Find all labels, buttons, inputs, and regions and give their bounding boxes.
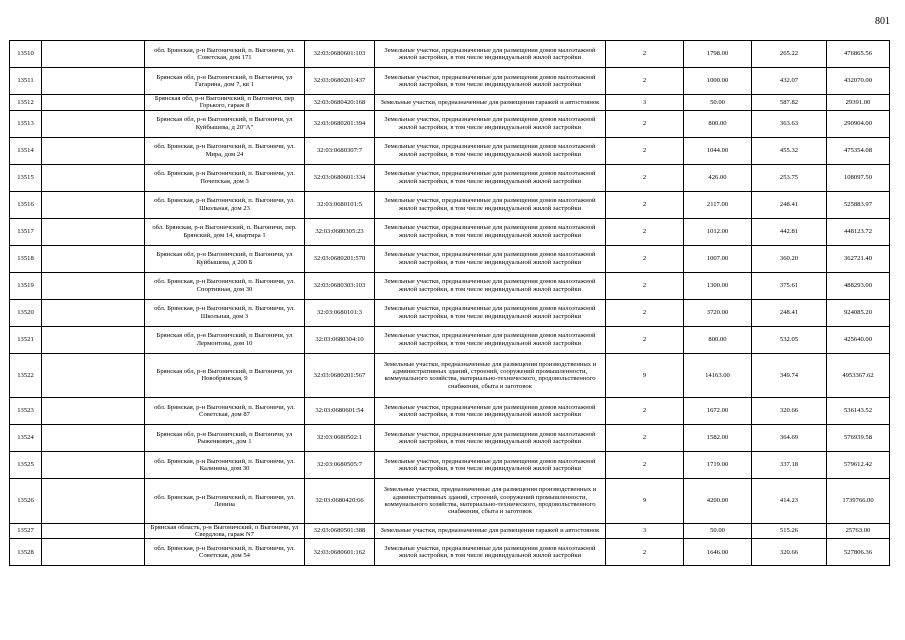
unit-value-cell: 442.81 bbox=[752, 218, 827, 245]
cadastral-value-cell: 432070.00 bbox=[827, 68, 890, 95]
use-group-cell: 2 bbox=[606, 137, 684, 164]
area-cell: 1798.00 bbox=[684, 41, 752, 68]
area-cell: 4200.00 bbox=[684, 479, 752, 524]
cadastral-number-cell: 32:03:0680501:388 bbox=[305, 523, 375, 539]
address-cell: обл. Брянская, р-н Выгоничский, п. Выгоничи, ул. Мира, дом 24 bbox=[145, 137, 305, 164]
land-use-cell: Земельные участки, предназначенные для размещения домов малоэтажной жилой застройки, в том числе индивидуальной жилой застройки bbox=[375, 137, 606, 164]
unit-value-cell: 515.26 bbox=[752, 523, 827, 539]
row-number: 13520 bbox=[10, 299, 42, 326]
cadastral-number-cell: 32:03:0680201:570 bbox=[305, 245, 375, 272]
table-row bbox=[10, 326, 890, 353]
cadastral-value-cell: 579612.42 bbox=[827, 452, 890, 479]
use-group-cell: 2 bbox=[606, 41, 684, 68]
blank-cell bbox=[42, 398, 145, 425]
cadastral-value-cell: 476865.56 bbox=[827, 41, 890, 68]
cadastral-value-cell: 448123.72 bbox=[827, 218, 890, 245]
area-cell: 1012.00 bbox=[684, 218, 752, 245]
unit-value-cell: 375.61 bbox=[752, 272, 827, 299]
row-number: 13525 bbox=[10, 452, 42, 479]
address-cell: обл. Брянская, р-н Выгоничский, п. Выгоничи, ул. Советская, дом 171 bbox=[145, 41, 305, 68]
use-group-cell: 2 bbox=[606, 326, 684, 353]
cadastral-number-cell: 32:03:0680304:10 bbox=[305, 326, 375, 353]
unit-value-cell: 248.41 bbox=[752, 191, 827, 218]
cadastral-number-cell: 32:03:0680502:1 bbox=[305, 425, 375, 452]
unit-value-cell: 320.66 bbox=[752, 539, 827, 566]
land-use-cell: Земельные участки, предназначенные для размещения домов малоэтажной жилой застройки, в том числе индивидуальной жилой застройки bbox=[375, 41, 606, 68]
blank-cell bbox=[42, 68, 145, 95]
row-number: 13513 bbox=[10, 110, 42, 137]
row-number: 13515 bbox=[10, 164, 42, 191]
row-number: 13514 bbox=[10, 137, 42, 164]
page-number: 801 bbox=[875, 16, 890, 27]
blank-cell bbox=[42, 479, 145, 524]
address-cell: обл. Брянская, р-н Выгоничский, п. Выгоничи, ул. Школьная, дом 23 bbox=[145, 191, 305, 218]
table-row bbox=[10, 425, 890, 452]
blank-cell bbox=[42, 326, 145, 353]
row-number: 13512 bbox=[10, 95, 42, 111]
address-cell: Брянская обл, р-н Выгоничский, п Выгоничи, ул Рыженкович, дом 1 bbox=[145, 425, 305, 452]
row-number: 13527 bbox=[10, 523, 42, 539]
row-number: 13521 bbox=[10, 326, 42, 353]
unit-value-cell: 360.20 bbox=[752, 245, 827, 272]
use-group-cell: 2 bbox=[606, 164, 684, 191]
area-cell: 800.00 bbox=[684, 326, 752, 353]
cadastral-number-cell: 32:03:0680505:7 bbox=[305, 452, 375, 479]
area-cell: 1007.00 bbox=[684, 245, 752, 272]
cadastral-number-cell: 32:03:0680601:103 bbox=[305, 41, 375, 68]
use-group-cell: 9 bbox=[606, 479, 684, 524]
cadastral-number-cell: 32:03:0680201:437 bbox=[305, 68, 375, 95]
blank-cell bbox=[42, 272, 145, 299]
area-cell: 800.00 bbox=[684, 110, 752, 137]
row-number: 13522 bbox=[10, 353, 42, 398]
address-cell: обл. Брянская, р-н Выгоничский, п. Выгоничи, ул. Калинина, дом 30 bbox=[145, 452, 305, 479]
unit-value-cell: 349.74 bbox=[752, 353, 827, 398]
table-row bbox=[10, 299, 890, 326]
table-row bbox=[10, 523, 890, 539]
table-row bbox=[10, 398, 890, 425]
area-cell: 14163.00 bbox=[684, 353, 752, 398]
cadastral-number-cell: 32:03:0680420:66 bbox=[305, 479, 375, 524]
use-group-cell: 2 bbox=[606, 452, 684, 479]
cadastral-number-cell: 32:03:0680601:334 bbox=[305, 164, 375, 191]
area-cell: 50.00 bbox=[684, 95, 752, 111]
row-number: 13523 bbox=[10, 398, 42, 425]
unit-value-cell: 455.32 bbox=[752, 137, 827, 164]
unit-value-cell: 320.66 bbox=[752, 398, 827, 425]
land-use-cell: Земельные участки, предназначенные для размещения домов малоэтажной жилой застройки, в том числе индивидуальной жилой застройки bbox=[375, 68, 606, 95]
cadastral-value-cell: 527806.36 bbox=[827, 539, 890, 566]
table-row bbox=[10, 95, 890, 111]
address-cell: Брянская обл, р-н Выгоничский, п Выгоничи, ул Куйбышева, д 200 Б bbox=[145, 245, 305, 272]
land-use-cell: Земельные участки, предназначенные для размещения гаражей и автостоянок bbox=[375, 95, 606, 111]
address-cell: обл. Брянская, р-н Выгоничский, п. Выгоничи, ул. Спортивная, дом 30 bbox=[145, 272, 305, 299]
unit-value-cell: 532.05 bbox=[752, 326, 827, 353]
use-group-cell: 9 bbox=[606, 353, 684, 398]
address-cell: Брянская обл, р-н Выгоничский, п Выгоничи, ул Куйбышева, д 20"А" bbox=[145, 110, 305, 137]
land-use-cell: Земельные участки, предназначенные для размещения домов малоэтажной жилой застройки, в том числе индивидуальной жилой застройки bbox=[375, 398, 606, 425]
use-group-cell: 2 bbox=[606, 218, 684, 245]
table-row bbox=[10, 110, 890, 137]
blank-cell bbox=[42, 218, 145, 245]
land-plot-table bbox=[9, 40, 890, 566]
land-use-cell: Земельные участки, предназначенные для размещения домов малоэтажной жилой застройки, в том числе индивидуальной жилой застройки bbox=[375, 452, 606, 479]
unit-value-cell: 363.63 bbox=[752, 110, 827, 137]
unit-value-cell: 432.07 bbox=[752, 68, 827, 95]
cadastral-number-cell: 32:03:0680201:394 bbox=[305, 110, 375, 137]
cadastral-number-cell: 32:03:0680101:5 bbox=[305, 191, 375, 218]
land-use-cell: Земельные участки, предназначенные для размещения домов малоэтажной жилой застройки, в том числе индивидуальной жилой застройки bbox=[375, 299, 606, 326]
cadastral-number-cell: 32:03:0680601:54 bbox=[305, 398, 375, 425]
land-use-cell: Земельные участки, предназначенные для размещения производственных и административных зданий, строений, сооружений промышленности, коммунального хозяйства, материально-технического, продовольственного снабжения, сбыта и заготовок bbox=[375, 353, 606, 398]
address-cell: обл. Брянская, р-н Выгоничский, п. Выгоничи, ул. Почепская, дом 3 bbox=[145, 164, 305, 191]
cadastral-number-cell: 32:03:0680201:567 bbox=[305, 353, 375, 398]
blank-cell bbox=[42, 191, 145, 218]
cadastral-value-cell: 1739766.00 bbox=[827, 479, 890, 524]
cadastral-number-cell: 32:03:0680303:103 bbox=[305, 272, 375, 299]
table-row bbox=[10, 164, 890, 191]
unit-value-cell: 414.23 bbox=[752, 479, 827, 524]
use-group-cell: 2 bbox=[606, 299, 684, 326]
cadastral-value-cell: 108097.50 bbox=[827, 164, 890, 191]
address-cell: обл. Брянская, р-н Выгоничский, п. Выгоничи, ул. Ленина bbox=[145, 479, 305, 524]
land-use-cell: Земельные участки, предназначенные для размещения домов малоэтажной жилой застройки, в том числе индивидуальной жилой застройки bbox=[375, 425, 606, 452]
cadastral-value-cell: 536143.52 bbox=[827, 398, 890, 425]
unit-value-cell: 587.82 bbox=[752, 95, 827, 111]
cadastral-number-cell: 32:03:0680305:23 bbox=[305, 218, 375, 245]
row-number: 13511 bbox=[10, 68, 42, 95]
area-cell: 3720.00 bbox=[684, 299, 752, 326]
blank-cell bbox=[42, 245, 145, 272]
area-cell: 1582.00 bbox=[684, 425, 752, 452]
land-use-cell: Земельные участки, предназначенные для размещения домов малоэтажной жилой застройки, в том числе индивидуальной жилой застройки bbox=[375, 272, 606, 299]
area-cell: 1044.00 bbox=[684, 137, 752, 164]
land-use-cell: Земельные участки, предназначенные для размещения домов малоэтажной жилой застройки, в том числе индивидуальной жилой застройки bbox=[375, 191, 606, 218]
table-row bbox=[10, 137, 890, 164]
land-use-cell: Земельные участки, предназначенные для размещения производственных и административных зданий, строений, сооружений промышленности, коммунального хозяйства, материально-технического, продовольственного снабжения, сбыта и заготовок bbox=[375, 479, 606, 524]
area-cell: 1300.00 bbox=[684, 272, 752, 299]
area-cell: 2117.00 bbox=[684, 191, 752, 218]
land-use-cell: Земельные участки, предназначенные для размещения домов малоэтажной жилой застройки, в том числе индивидуальной жилой застройки bbox=[375, 110, 606, 137]
row-number: 13528 bbox=[10, 539, 42, 566]
use-group-cell: 3 bbox=[606, 95, 684, 111]
blank-cell bbox=[42, 110, 145, 137]
use-group-cell: 3 bbox=[606, 523, 684, 539]
cadastral-value-cell: 475354.08 bbox=[827, 137, 890, 164]
area-cell: 50.00 bbox=[684, 523, 752, 539]
table-row bbox=[10, 41, 890, 68]
address-cell: обл. Брянская, р-н Выгоничский, п. Выгоничи, ул. Школьная, дом 3 bbox=[145, 299, 305, 326]
area-cell: 426.00 bbox=[684, 164, 752, 191]
blank-cell bbox=[42, 425, 145, 452]
table-row bbox=[10, 452, 890, 479]
area-cell: 1000.00 bbox=[684, 68, 752, 95]
area-cell: 1646.00 bbox=[684, 539, 752, 566]
unit-value-cell: 253.75 bbox=[752, 164, 827, 191]
unit-value-cell: 364.69 bbox=[752, 425, 827, 452]
cadastral-value-cell: 362721.40 bbox=[827, 245, 890, 272]
row-number: 13510 bbox=[10, 41, 42, 68]
address-cell: Брянская обл, р-н Выгоничский, п Выгоничи, ул Гагарина, дом 7, кв 1 bbox=[145, 68, 305, 95]
blank-cell bbox=[42, 452, 145, 479]
use-group-cell: 2 bbox=[606, 68, 684, 95]
use-group-cell: 2 bbox=[606, 110, 684, 137]
cadastral-number-cell: 32:03:0680420:168 bbox=[305, 95, 375, 111]
blank-cell bbox=[42, 353, 145, 398]
blank-cell bbox=[42, 539, 145, 566]
row-number: 13516 bbox=[10, 191, 42, 218]
address-cell: Брянская обл, р-н Выгоничский, п Выгоничи, пер Горького, гараж 8 bbox=[145, 95, 305, 111]
land-use-cell: Земельные участки, предназначенные для размещения гаражей и автостоянок bbox=[375, 523, 606, 539]
use-group-cell: 2 bbox=[606, 539, 684, 566]
table-row bbox=[10, 218, 890, 245]
table-row bbox=[10, 68, 890, 95]
use-group-cell: 2 bbox=[606, 425, 684, 452]
table-row bbox=[10, 353, 890, 398]
cadastral-value-cell: 924085.20 bbox=[827, 299, 890, 326]
row-number: 13524 bbox=[10, 425, 42, 452]
cadastral-value-cell: 576939.58 bbox=[827, 425, 890, 452]
cadastral-value-cell: 425640.00 bbox=[827, 326, 890, 353]
blank-cell bbox=[42, 299, 145, 326]
land-use-cell: Земельные участки, предназначенные для размещения домов малоэтажной жилой застройки, в том числе индивидуальной жилой застройки bbox=[375, 245, 606, 272]
blank-cell bbox=[42, 164, 145, 191]
unit-value-cell: 265.22 bbox=[752, 41, 827, 68]
cadastral-number-cell: 32:03:0680101:3 bbox=[305, 299, 375, 326]
cadastral-number-cell: 32:03:0680307:7 bbox=[305, 137, 375, 164]
area-cell: 1719.00 bbox=[684, 452, 752, 479]
cadastral-value-cell: 525883.97 bbox=[827, 191, 890, 218]
blank-cell bbox=[42, 137, 145, 164]
use-group-cell: 2 bbox=[606, 245, 684, 272]
row-number: 13526 bbox=[10, 479, 42, 524]
table-row bbox=[10, 479, 890, 524]
use-group-cell: 2 bbox=[606, 398, 684, 425]
table-body bbox=[10, 41, 890, 566]
table-row bbox=[10, 272, 890, 299]
blank-cell bbox=[42, 95, 145, 111]
address-cell: Брянская область, р-н Выгоничский, п Выгоничи, ул Свердлова, гараж N7 bbox=[145, 523, 305, 539]
cadastral-value-cell: 4953367.62 bbox=[827, 353, 890, 398]
blank-cell bbox=[42, 523, 145, 539]
use-group-cell: 2 bbox=[606, 191, 684, 218]
cadastral-value-cell: 488293.00 bbox=[827, 272, 890, 299]
unit-value-cell: 248.41 bbox=[752, 299, 827, 326]
address-cell: обл. Брянская, р-н Выгоничский, п. Выгоничи, пер. Брянский, дом 14, квартира 1 bbox=[145, 218, 305, 245]
row-number: 13518 bbox=[10, 245, 42, 272]
address-cell: Брянская обл, р-н Выгоничский, п Выгоничи, ул Новобрянская, 9 bbox=[145, 353, 305, 398]
address-cell: обл. Брянская, р-н Выгоничский, п. Выгоничи, ул. Советская, дом 54 bbox=[145, 539, 305, 566]
land-use-cell: Земельные участки, предназначенные для размещения домов малоэтажной жилой застройки, в том числе индивидуальной жилой застройки bbox=[375, 164, 606, 191]
land-use-cell: Земельные участки, предназначенные для размещения домов малоэтажной жилой застройки, в том числе индивидуальной жилой застройки bbox=[375, 539, 606, 566]
cadastral-value-cell: 290904.00 bbox=[827, 110, 890, 137]
cadastral-value-cell: 29391.00 bbox=[827, 95, 890, 111]
blank-cell bbox=[42, 41, 145, 68]
unit-value-cell: 337.18 bbox=[752, 452, 827, 479]
row-number: 13517 bbox=[10, 218, 42, 245]
use-group-cell: 2 bbox=[606, 272, 684, 299]
cadastral-value-cell: 25763.00 bbox=[827, 523, 890, 539]
table-row bbox=[10, 245, 890, 272]
table-row bbox=[10, 539, 890, 566]
cadastral-number-cell: 32:03:0680601:162 bbox=[305, 539, 375, 566]
row-number: 13519 bbox=[10, 272, 42, 299]
land-use-cell: Земельные участки, предназначенные для размещения домов малоэтажной жилой застройки, в том числе индивидуальной жилой застройки bbox=[375, 218, 606, 245]
land-use-cell: Земельные участки, предназначенные для размещения домов малоэтажной жилой застройки, в том числе индивидуальной жилой застройки bbox=[375, 326, 606, 353]
address-cell: Брянская обл, р-н Выгоничский, п Выгоничи, ул Лермонтова, дом 10 bbox=[145, 326, 305, 353]
table-row bbox=[10, 191, 890, 218]
area-cell: 1672.00 bbox=[684, 398, 752, 425]
address-cell: обл. Брянская, р-н Выгоничский, п. Выгоничи, ул. Советская, дом 87 bbox=[145, 398, 305, 425]
